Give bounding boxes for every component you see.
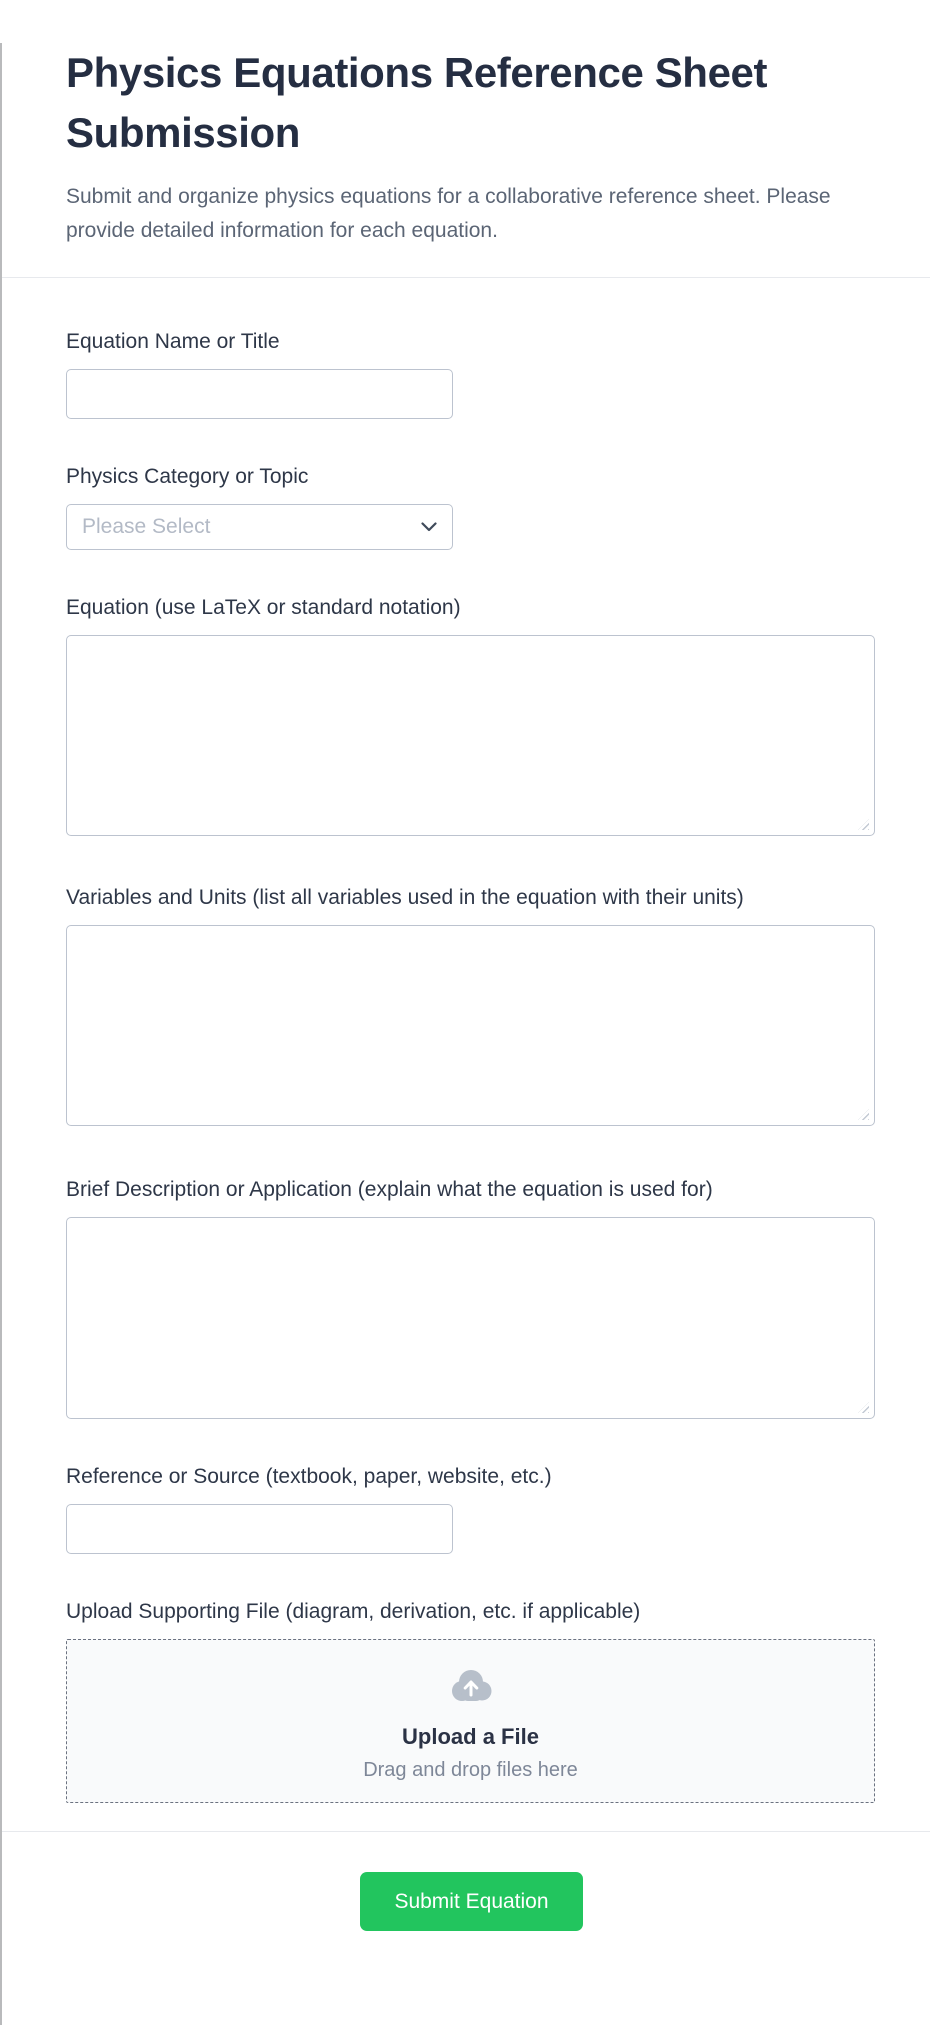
page-title: Physics Equations Reference Sheet Submission — [66, 49, 768, 156]
file-upload-dropzone[interactable] — [66, 1639, 875, 1803]
category-label: Physics Category or Topic — [66, 465, 309, 488]
page-subtitle-line-2: provide detailed information for each equation. — [66, 219, 498, 242]
description-textarea[interactable] — [66, 1217, 875, 1419]
category-select-placeholder: Please Select — [82, 515, 211, 538]
equation-textarea[interactable] — [66, 635, 875, 836]
form-page — [2, 43, 930, 1931]
description-label: Brief Description or Application (explain what the equation is used for) — [66, 1178, 713, 1201]
category-select[interactable] — [66, 504, 453, 550]
equation-name-label: Equation Name or Title — [66, 330, 280, 353]
field-group-reference — [66, 1465, 877, 1554]
upload-title: Upload a File — [402, 1724, 539, 1749]
submit-button[interactable]: Submit Equation — [360, 1872, 583, 1931]
chevron-down-icon — [421, 522, 437, 532]
variables-label: Variables and Units (list all variables used in the equation with their units) — [66, 886, 744, 909]
field-group-description — [66, 1178, 877, 1419]
page-subtitle-line-1: Submit and organize physics equations for a collaborative reference sheet. Please — [66, 185, 831, 208]
field-group-equation — [66, 596, 877, 836]
variables-textarea[interactable] — [66, 925, 875, 1126]
submit-row — [66, 1832, 877, 1931]
page-subtitle — [66, 180, 877, 248]
upload-hint: Drag and drop files here — [363, 1759, 578, 1781]
field-group-equation-name — [66, 330, 877, 419]
reference-label: Reference or Source (textbook, paper, website, etc.) — [66, 1465, 552, 1488]
header-divider — [2, 277, 930, 278]
field-group-variables — [66, 886, 877, 1126]
upload-label: Upload Supporting File (diagram, derivation, etc. if applicable) — [66, 1600, 641, 1623]
reference-input[interactable] — [66, 1504, 453, 1554]
field-group-category — [66, 465, 877, 550]
equation-label: Equation (use LaTeX or standard notation) — [66, 596, 461, 619]
field-group-upload — [66, 1600, 877, 1803]
cloud-upload-icon — [448, 1668, 494, 1707]
equation-name-input[interactable] — [66, 369, 453, 419]
